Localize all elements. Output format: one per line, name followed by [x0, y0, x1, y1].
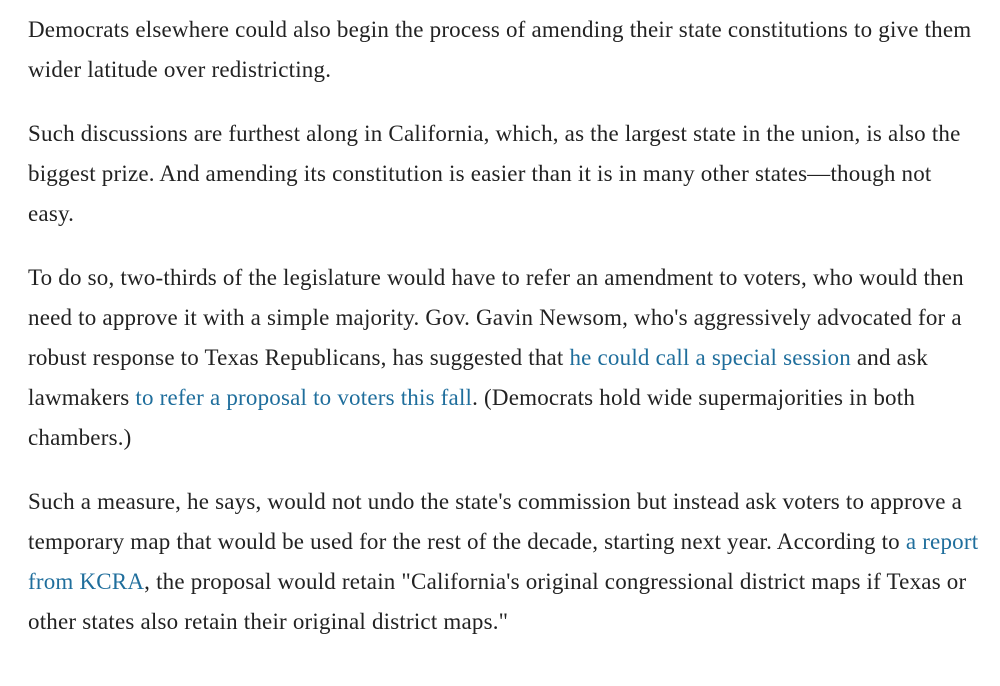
refer-proposal-link[interactable]: to refer a proposal to voters this fall [135, 385, 473, 410]
paragraph-4-text-a: Such a measure, he says, would not undo the state's commission but instead ask voters to approve a temporary map that would be used for the rest of the decade, starting next year. According to [28, 489, 962, 554]
paragraph-2-text: Such discussions are furthest along in California, which, as the largest state in the union, is also the biggest prize. And amending its constitution is easier than it is in many other states—though not easy. [28, 121, 961, 226]
paragraph-4 [28, 482, 980, 642]
paragraph-3-text-b: and ask lawmakers [28, 345, 928, 410]
paragraph-3-text-c: . (Democrats hold wide supermajorities in both chambers.) [28, 385, 916, 450]
paragraph-1-text: Democrats elsewhere could also begin the process of amending their state constitutions to give them wider latitude over redistricting. [28, 17, 972, 82]
paragraph-4-text-b: , the proposal would retain "California's original congressional district maps if Texas or other states also retain their original district maps." [28, 569, 967, 634]
paragraph-2 [28, 114, 980, 234]
special-session-link[interactable]: he could call a special session [569, 345, 851, 370]
paragraph-1 [28, 10, 980, 90]
kcra-report-link[interactable]: a report from KCRA [28, 529, 979, 594]
paragraph-3 [28, 258, 980, 458]
paragraph-3-text-a: To do so, two-thirds of the legislature would have to refer an amendment to voters, who would then need to approve it with a simple majority. Gov. Gavin Newsom, who's aggressively advocated for a robust response to Texas Republicans, has suggested that [28, 265, 964, 370]
